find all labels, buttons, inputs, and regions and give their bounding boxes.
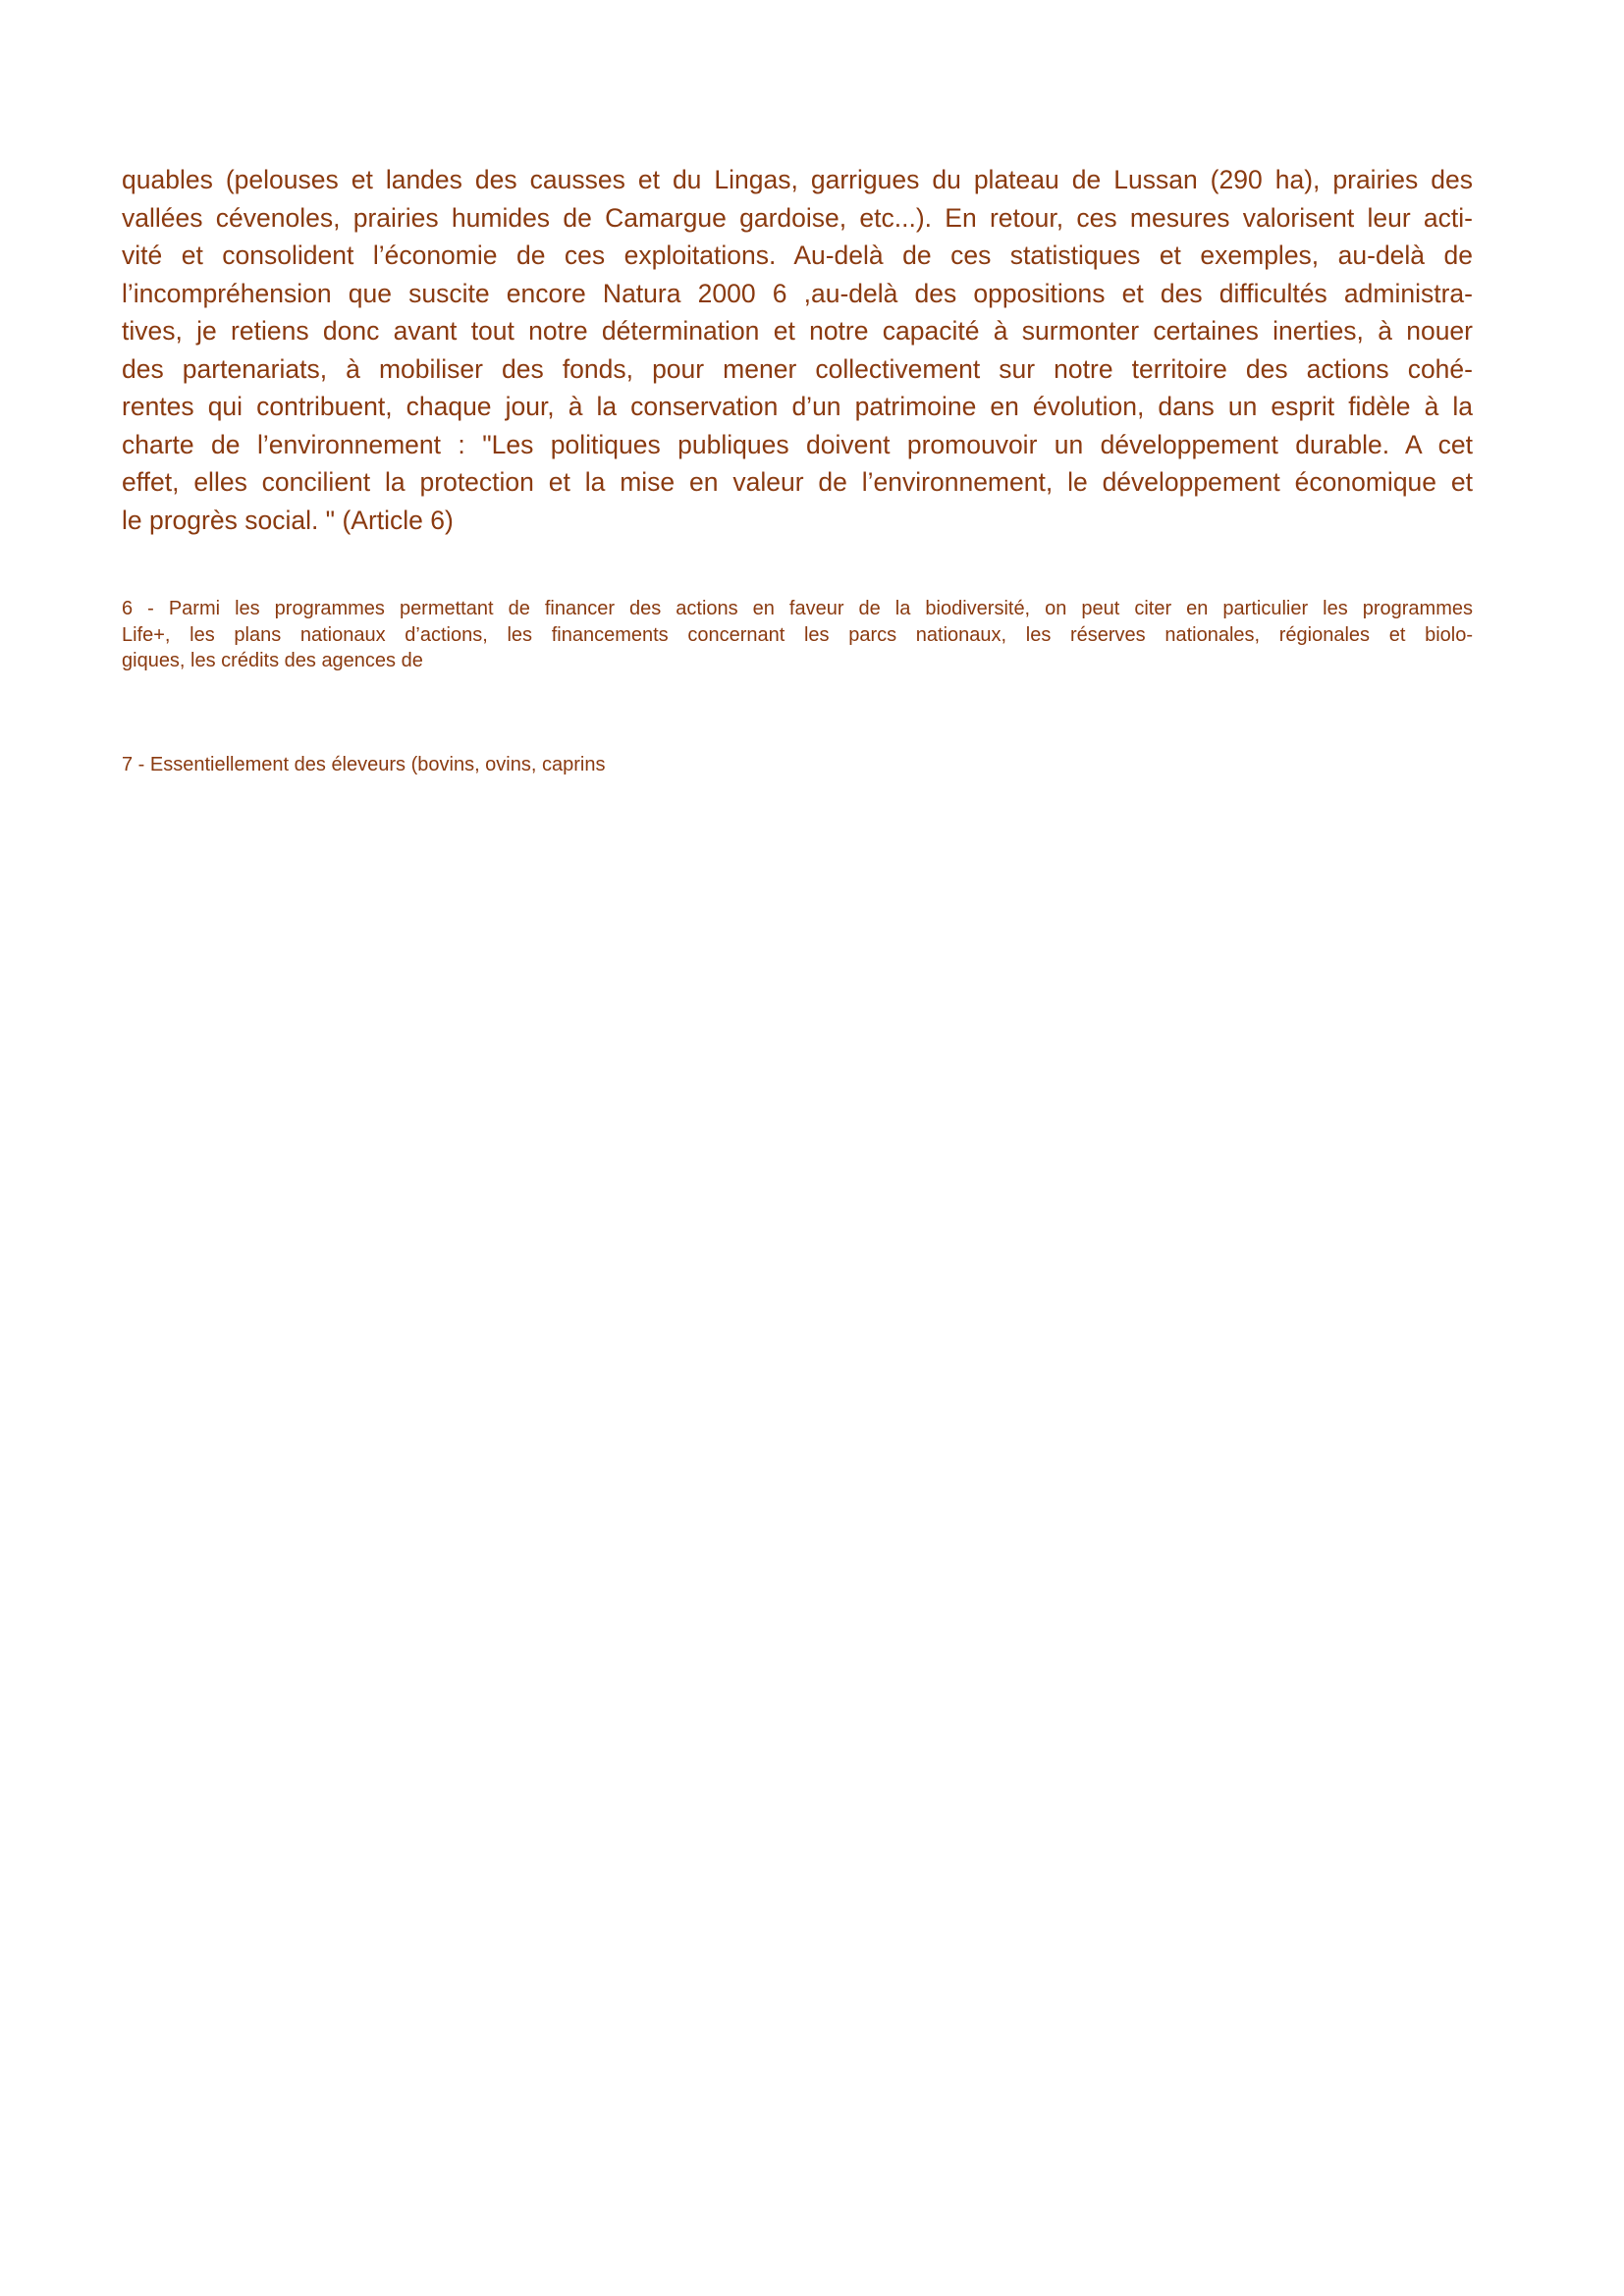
footnote-line: Life+, les plans nationaux d’actions, les financements concernant les parcs nationaux, les réserves nationales, régionales et biolo-: [122, 623, 1473, 646]
paragraph-line: des partenariats, à mobiliser des fonds, pour mener collectivement sur notre territoire des actions cohé-: [122, 353, 1473, 384]
paragraph-line: tives, je retiens donc avant tout notre détermination et notre capacité à surmonter certaines inerties, à nouer: [122, 316, 1473, 346]
paragraph-line: vité et consolident l’économie de ces exploitations. Au-delà de ces statistiques et exemples, au-delà de: [122, 240, 1473, 270]
main-paragraph: [122, 161, 1473, 539]
paragraph-line: effet, elles concilient la protection et la mise en valeur de l’environnement, le développement économique et: [122, 467, 1473, 497]
paragraph-line: vallées cévenoles, prairies humides de Camargue gardoise, etc...). En retour, ces mesures valorisent leur acti-: [122, 202, 1473, 233]
footnote-6: [122, 596, 1473, 674]
footnote-line: 6 - Parmi les programmes permettant de financer des actions en faveur de la biodiversité, on peut citer en particulier les programmes: [122, 598, 1473, 619]
paragraph-line: rentes qui contribuent, chaque jour, à la conservation d’un patrimoine en évolution, dans un esprit fidèle à la: [122, 392, 1473, 421]
paragraph-line: charte de l’environnement : "Les politiques publiques doivent promouvoir un développement durable. A cet: [122, 429, 1473, 459]
paragraph-line: l’incompréhension que suscite encore Natura 2000 6 ,au-delà des oppositions et des difficultés administra-: [122, 278, 1473, 308]
paragraph-line: quables (pelouses et landes des causses et du Lingas, garrigues du plateau de Lussan (290 ha), prairies des: [122, 165, 1473, 194]
footnote-line: 7 - Essentiellement des éleveurs (bovins, ovins, caprins: [122, 754, 606, 775]
footnote-7: [122, 752, 1473, 778]
footnote-line: giques, les crédits des agences de: [122, 650, 423, 671]
paragraph-line: le progrès social. " (Article 6): [122, 505, 454, 535]
